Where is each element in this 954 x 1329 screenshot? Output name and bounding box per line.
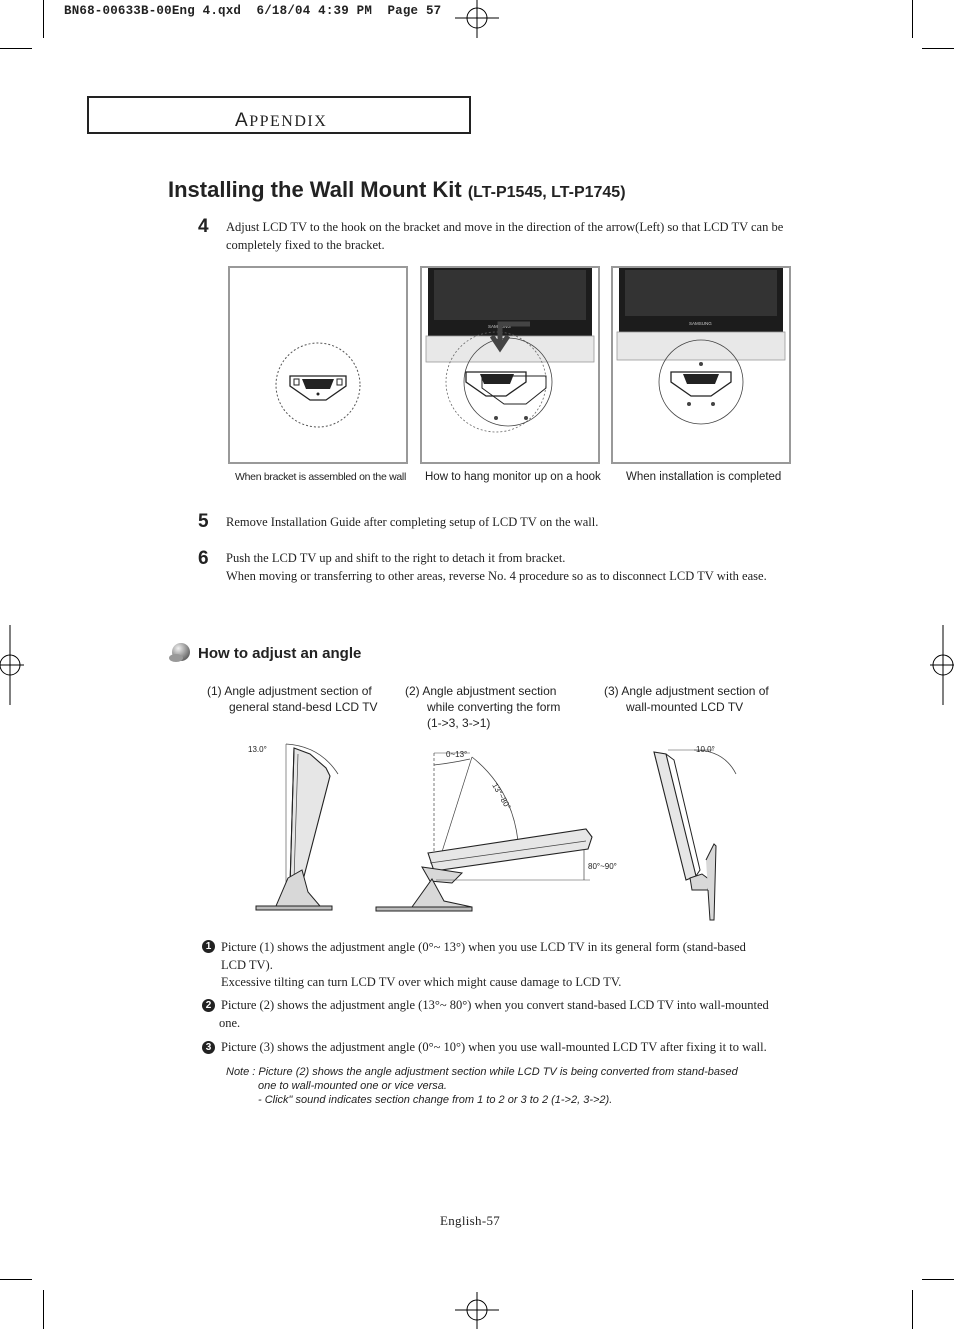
bullet-mark: 3 — [202, 1041, 215, 1054]
step-text — [226, 550, 846, 585]
figure-bracket-on-wall — [228, 266, 408, 464]
caption-number: (2) — [405, 684, 420, 698]
bullet-line: Picture (3) shows the adjustment angle (0°~ 10°) when you use wall-mounted LCD TV after fixing it to wall. — [221, 1040, 767, 1054]
note-line: - Click" sound indicates section change from 1 to 2 or 3 to 2 (1->2, 3->2). — [258, 1094, 613, 1106]
page-title-main: Installing the Wall Mount Kit — [168, 177, 462, 202]
tv-brand-text: SAMSUNG — [689, 321, 712, 326]
section-header-box — [87, 96, 471, 134]
bullet-line: one. — [219, 1015, 241, 1030]
registration-mark-bottom — [455, 1292, 499, 1329]
angle-caption-3 — [604, 683, 769, 715]
step-text — [226, 514, 826, 532]
caption-text: Angle adjustment section of — [224, 684, 372, 698]
registration-mark-right — [930, 625, 954, 705]
bullet-line: Picture (1) shows the adjustment angle (0°~ 13°) when you use LCD TV in its general form (stand-based — [221, 940, 746, 954]
step-number: 5 — [198, 511, 209, 532]
step-line: Remove Installation Guide after completing setup of LCD TV on the wall. — [226, 515, 599, 529]
figure-caption: How to hang monitor up on a hook — [425, 471, 601, 483]
note-line: one to wall-mounted one or vice versa. — [258, 1080, 447, 1092]
sphere-bullet-icon — [168, 642, 192, 664]
caption-text: Angle adjustment section of — [621, 684, 769, 698]
diagram-label: 80°~90° — [588, 862, 617, 871]
caption-line: while converting the form — [427, 700, 561, 714]
bullet-text — [221, 997, 821, 1032]
page-title — [168, 177, 626, 203]
crop-mark — [912, 0, 913, 38]
print-slug: BN68-00633B-00Eng 4.qxd 6/18/04 4:39 PM Page 57 — [64, 4, 442, 18]
step-number: 4 — [198, 216, 209, 237]
crop-mark — [922, 48, 954, 49]
bullet-line: Picture (2) shows the adjustment angle (13°~ 80°) when you convert stand-based LCD TV into wall-mounted — [221, 998, 769, 1012]
caption-text: Angle abjustment section — [422, 684, 557, 698]
crop-mark — [912, 1290, 913, 1329]
tv-hook-illustration — [422, 268, 598, 462]
caption-number: (1) — [207, 684, 222, 698]
tv-installed-illustration — [613, 268, 789, 462]
diagram-label: 10.0° — [696, 745, 715, 754]
bullet-text — [221, 939, 821, 992]
crop-mark — [43, 1290, 44, 1329]
caption-line: (1->3, 3->1) — [427, 716, 491, 730]
diagram-label: 13.0° — [248, 745, 267, 754]
bracket-illustration — [230, 268, 406, 462]
caption-line: wall-mounted LCD TV — [626, 700, 744, 714]
crop-mark — [0, 48, 32, 49]
angle-caption-1 — [207, 683, 378, 715]
bullet-mark: 2 — [202, 999, 215, 1012]
section-label — [235, 110, 327, 132]
page-footer — [440, 1213, 500, 1229]
angle-caption-2 — [405, 683, 560, 731]
diagram-label: 0~13° — [446, 750, 468, 759]
note — [226, 1065, 826, 1107]
caption-number: (3) — [604, 684, 619, 698]
step-text — [226, 219, 826, 254]
footer-language: English- — [440, 1213, 487, 1228]
caption-line — [207, 683, 378, 699]
step-line: completely fixed to the bracket. — [226, 237, 385, 252]
angle-diagram-stand — [240, 740, 350, 915]
section-label-rest: PPENDIX — [249, 113, 328, 130]
crop-mark — [922, 1279, 954, 1280]
note-line: Note : Picture (2) shows the angle adjustment section while LCD TV is being converted from stand-based — [226, 1066, 738, 1078]
figure-hang-on-hook — [420, 266, 600, 464]
angle-diagram-convert — [372, 745, 622, 915]
bullet-mark: 1 — [202, 940, 215, 953]
figure-caption: When installation is completed — [626, 471, 782, 483]
registration-mark-left — [0, 625, 24, 705]
diagram-label: 13°~80° — [490, 781, 513, 812]
crop-mark — [43, 0, 44, 38]
page-number: 57 — [486, 1213, 501, 1228]
bullet-text — [221, 1039, 841, 1057]
caption-line — [405, 683, 560, 699]
figure-caption: When bracket is assembled on the wall — [235, 471, 406, 483]
step-line: Push the LCD TV up and shift to the right to detach it from bracket. — [226, 551, 566, 565]
subsection-heading: How to adjust an angle — [198, 645, 362, 662]
step-number: 6 — [198, 548, 209, 569]
bullet-line: LCD TV). — [221, 957, 273, 972]
caption-line: general stand-besd LCD TV — [229, 700, 378, 714]
registration-mark-top — [455, 0, 499, 40]
section-label-cap: A — [235, 110, 250, 131]
angle-diagram-wall — [640, 740, 750, 925]
figure-installation-complete — [611, 266, 791, 464]
bullet-line: Excessive tilting can turn LCD TV over which might cause damage to LCD TV. — [221, 975, 622, 989]
crop-mark — [0, 1279, 32, 1280]
page-title-models: (LT-P1545, LT-P1745) — [467, 184, 626, 201]
step-line: When moving or transferring to other areas, reverse No. 4 procedure so as to disconnect LCD TV with ease. — [226, 568, 767, 583]
tv-brand-text: SAMSUNG — [488, 324, 511, 329]
caption-line — [604, 683, 769, 699]
step-line: Adjust LCD TV to the hook on the bracket and move in the direction of the arrow(Left) so that LCD TV can be — [226, 220, 784, 234]
